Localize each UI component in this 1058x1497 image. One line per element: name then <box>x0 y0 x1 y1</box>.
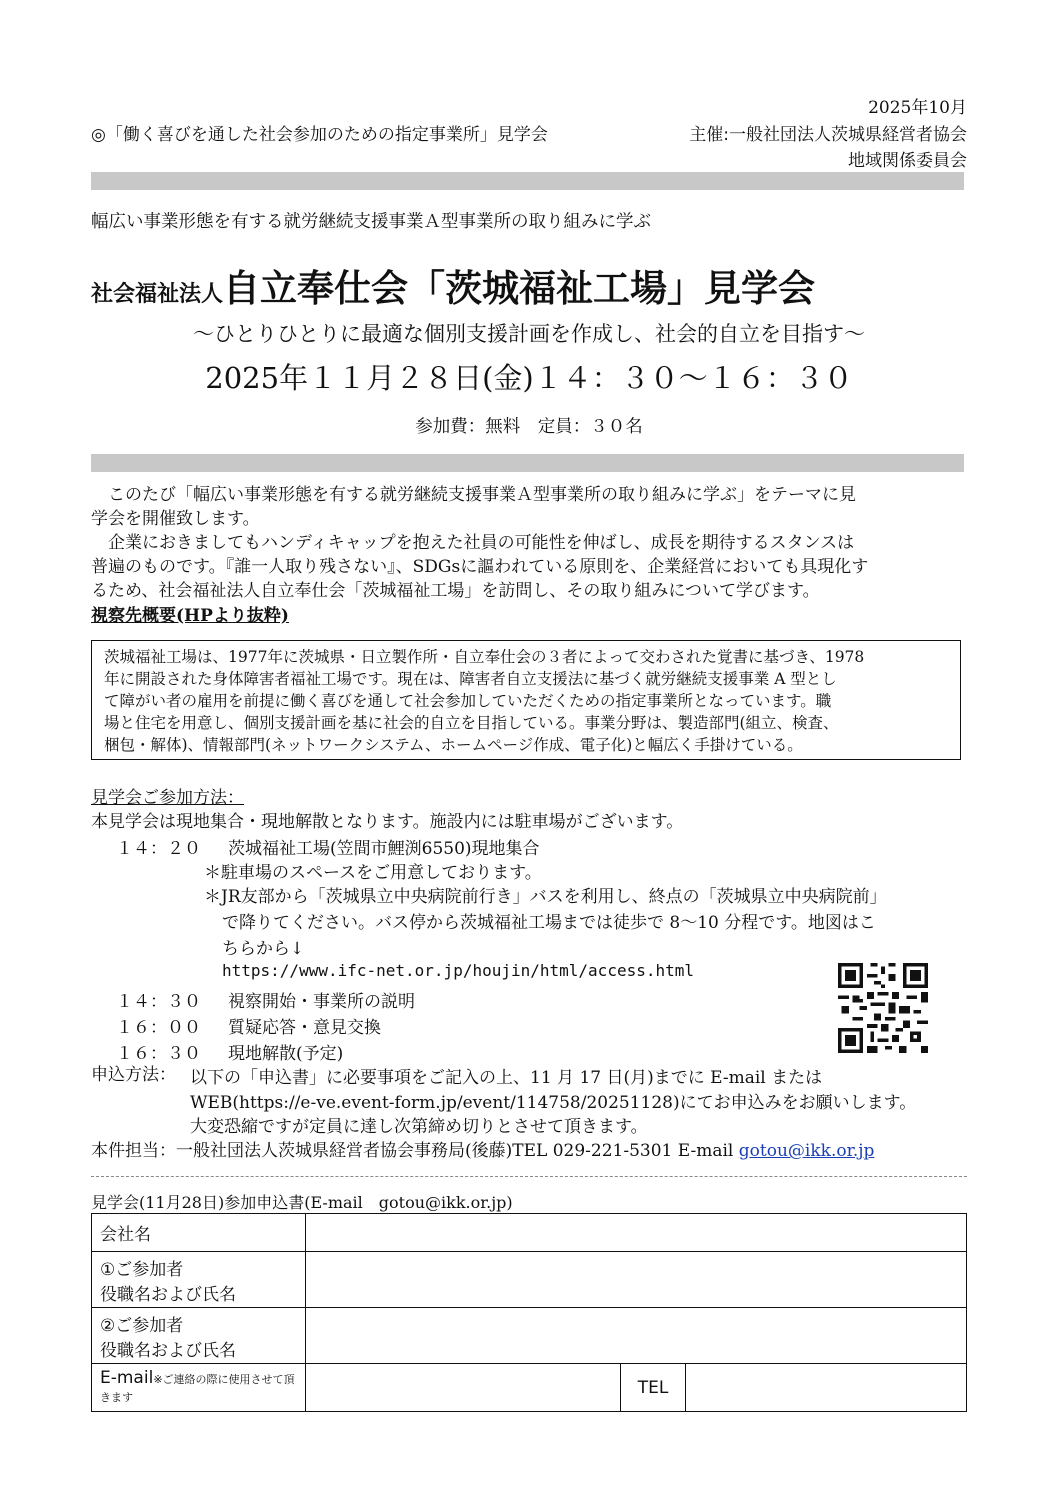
application-form <box>91 1213 967 1412</box>
cut-line <box>91 1176 967 1177</box>
intro-line: るため、社会福祉法人自立奉仕会「茨城福祉工場」を訪問し、その取り組みについて学びます。 <box>91 581 820 601</box>
overview-line: 茨城福祉工場は、1977年に茨城県・日立製作所・自立奉仕会の３者によって交わされた覚書に基づき、1978 <box>104 648 865 666</box>
document-date: 2025年10月 <box>868 98 967 118</box>
event-subtitle: ～ひとりひとりに最適な個別支援計画を作成し、社会的自立を目指す～ <box>193 322 865 346</box>
overview-line: 年に開設された身体障害者福祉工場です。現在は、障害者自立支援法に基づく就労継続支援事業 A 型とし <box>104 670 837 688</box>
participant2-label: ②ご参加者 役職名および氏名 <box>92 1308 306 1364</box>
event-datetime: 2025年１１月２８日(金)１４：３０～１６：３０ <box>205 361 853 395</box>
email-field[interactable] <box>306 1364 621 1412</box>
company-label: 会社名 <box>92 1214 306 1252</box>
schedule-text: 視察開始・事業所の説明 <box>228 992 415 1012</box>
email-note: ※ご連絡の際に使用させて頂きます <box>100 1372 295 1404</box>
fee-capacity: 参加費：無料 定員：３０名 <box>415 417 643 437</box>
tel-label: TEL <box>621 1364 686 1412</box>
bus-note: ＊JR友部から「茨城県立中央病院前行き」バスを利用し、終点の「茨城県立中央病院前」 <box>204 887 887 907</box>
access-url[interactable]: https://www.ifc-net.or.jp/houjin/html/access.html <box>222 961 695 980</box>
method-intro: 本見学会は現地集合・現地解散となります。施設内には駐車場がございます。 <box>91 812 684 832</box>
divider-middle <box>91 454 964 472</box>
bus-note: で降りてください。バス停から茨城福祉工場までは徒歩で 8～10 分程です。地図はこ <box>222 913 876 933</box>
schedule-time: １４：２０ <box>116 839 201 859</box>
contact-email-link[interactable]: gotou@ikk.or.jp <box>738 1141 875 1161</box>
contact-line <box>91 1139 967 1163</box>
series-title: ◎「働く喜びを通した社会参加のための指定事業所」見学会 <box>91 125 548 145</box>
email-label-cell <box>92 1364 306 1412</box>
apply-line: 大変恐縮ですが定員に達し次第締め切りとさせて頂きます。 <box>190 1117 648 1137</box>
overview-box <box>91 640 961 760</box>
method-heading: 見学会ご参加方法： <box>91 788 244 808</box>
intro-line: 普遍のものです。『誰一人取り残さない』、SDGsに謳われている原則を、企業経営においても具現化す <box>91 557 869 577</box>
schedule-time: １６：３０ <box>116 1044 201 1064</box>
overview-line: 場と住宅を用意し、個別支援計画を基に社会的自立を目指している。事業分野は、製造部門(組立、検査、 <box>104 714 839 732</box>
participant1-field[interactable] <box>306 1252 967 1308</box>
overview-line: て障がい者の雇用を前提に働く喜びを通して社会参加していただくための指定事業所となっています。職 <box>104 692 832 710</box>
schedule-time: １４：３０ <box>116 992 201 1012</box>
intro-line: 学会を開催致します。 <box>91 509 260 529</box>
contact-text: 本件担当：一般社団法人茨城県経営者協会事務局(後藤)TEL 029-221-5301 E-mail <box>91 1141 739 1161</box>
company-field[interactable] <box>306 1214 967 1252</box>
tel-field[interactable] <box>686 1364 967 1412</box>
participant1-label: ①ご参加者 役職名および氏名 <box>92 1252 306 1308</box>
bus-note: ちらから↓ <box>222 939 305 959</box>
parking-note: ＊駐車場のスペースをご用意しております。 <box>204 863 542 883</box>
tagline: 幅広い事業形態を有する就労継続支援事業Ａ型事業所の取り組みに学ぶ <box>91 212 651 232</box>
apply-line: 以下の「申込書」に必要事項をご記入の上、11 月 17 日(月)までに E-mail または <box>190 1068 823 1088</box>
event-title <box>91 258 815 312</box>
apply-label: 申込方法： <box>91 1065 176 1085</box>
title-prefix: 社会福祉法人 <box>91 282 224 307</box>
schedule-text: 現地解散(予定) <box>228 1044 344 1064</box>
qr-code-icon[interactable] <box>836 963 930 1053</box>
intro-line: このたび「幅広い事業形態を有する就労継続支援事業Ａ型事業所の取り組みに学ぶ」をテーマに見 <box>91 485 856 505</box>
overview-heading: 視察先概要(HPより抜粋) <box>91 606 289 626</box>
schedule-text: 質疑応答・意見交換 <box>228 1018 381 1038</box>
schedule-time: １６：００ <box>116 1018 201 1038</box>
intro-line: 企業におきましてもハンディキャップを抱えた社員の可能性を伸ばし、成長を期待するスタンスは <box>91 533 855 553</box>
divider-top <box>91 172 964 190</box>
apply-line: WEB(https://e-ve.event-form.jp/event/114758/20251128)にてお申込みをお願いします。 <box>190 1093 917 1113</box>
host-line2: 地域関係委員会 <box>848 151 967 171</box>
schedule-text: 茨城福祉工場(笠間市鯉渕6550)現地集合 <box>228 839 540 859</box>
form-title: 見学会(11月28日)参加申込書(E-mail gotou@ikk.or.jp) <box>91 1193 513 1212</box>
participant2-field[interactable] <box>306 1308 967 1364</box>
overview-line: 梱包・解体)、情報部門(ネットワークシステム、ホームページ作成、電子化)と幅広く手掛けている。 <box>104 736 803 754</box>
email-label: E-mail <box>100 1367 154 1388</box>
host-line1: 主催:一般社団法人茨城県経営者協会 <box>689 125 967 145</box>
title-main: 自立奉仕会「茨城福祉工場」見学会 <box>223 267 816 310</box>
